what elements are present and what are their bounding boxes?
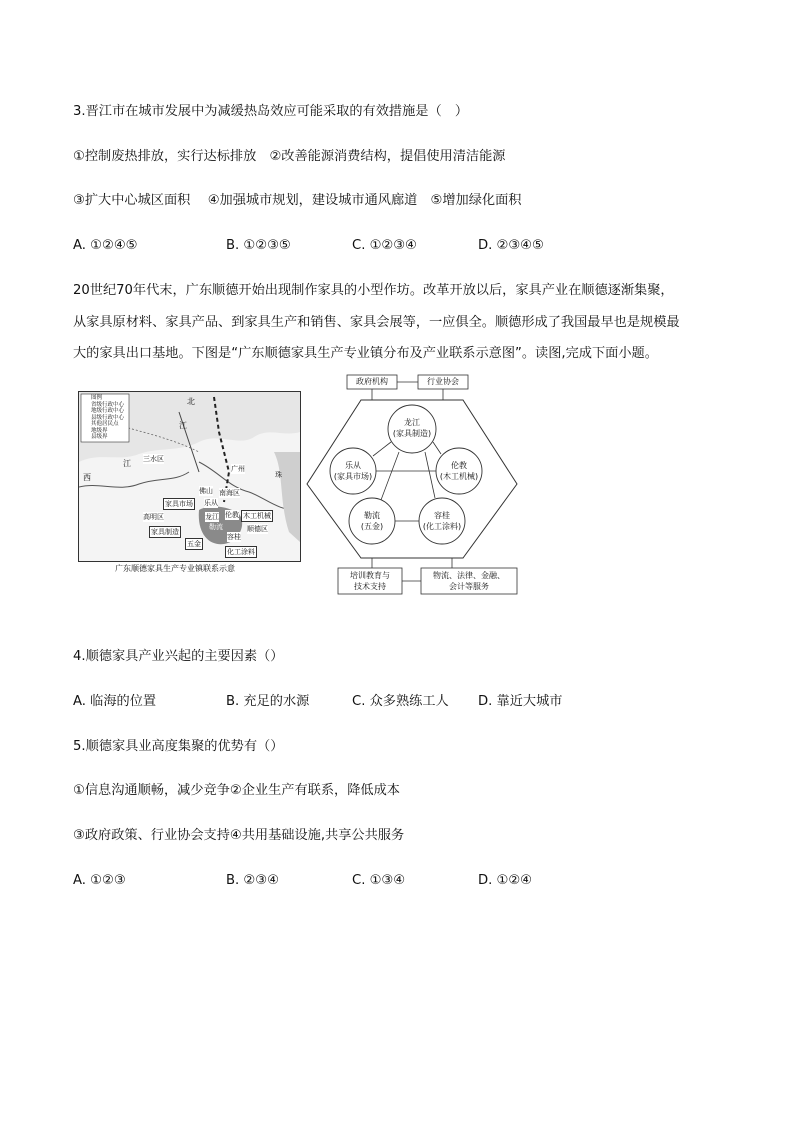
- node-role: (五金): [360, 522, 384, 531]
- node-lecong-label: [329, 460, 377, 482]
- map-label-jiang: 江: [179, 421, 187, 430]
- node-role: (家具市场): [333, 472, 373, 481]
- node-lunjiao-label: [435, 460, 483, 482]
- map-label-guangzhou: 广州: [231, 465, 245, 473]
- diagram-graphic: [303, 374, 521, 595]
- node-name: 容桂: [434, 511, 450, 520]
- map-label-zhu: 珠: [275, 471, 282, 479]
- map-label-furniture-making: 家具制造: [151, 528, 179, 536]
- map-label-nanhai: 南海区: [219, 489, 240, 497]
- q5-stem: 5.顺德家具业高度集聚的优势有（）: [73, 739, 284, 754]
- map-label-leliu: 勒流: [209, 523, 223, 531]
- q5-line1: ①信息沟通顺畅，减少竞争②企业生产有联系，降低成本: [73, 783, 400, 798]
- river-line-2: [79, 472, 189, 487]
- q4-option-c: C. 众多熟练工人: [352, 694, 449, 709]
- node-role: (化工涂料): [422, 522, 462, 531]
- map-label-shunde: 顺德区: [247, 525, 268, 533]
- map-label-lunjiao: 伦教: [225, 511, 239, 519]
- q4-option-a: A. 临海的位置: [73, 694, 157, 709]
- q4-option-d: D. 靠近大城市: [478, 694, 563, 709]
- assoc-label: 行业协会: [427, 377, 459, 386]
- map-label-furniture-market: 家具市场: [165, 500, 193, 508]
- map-label-xi: 西: [83, 473, 91, 482]
- map-label-lecong: 乐从: [204, 499, 218, 507]
- q5-line2: ③政府政策、行业协会支持④共用基础设施,共享公共服务: [73, 828, 405, 843]
- q5-option-a: A. ①②③: [73, 873, 126, 888]
- training-line: 培训教育与: [350, 571, 390, 580]
- shunde-map: [78, 391, 301, 562]
- q3-option-a: A. ①②④⑤: [73, 238, 138, 253]
- node-name: 龙江: [404, 418, 420, 427]
- map-label-north: 北: [187, 397, 195, 406]
- services-label: [421, 570, 517, 592]
- q4-option-b: B. 充足的水源: [226, 694, 310, 709]
- map-label-foshan: 佛山: [199, 487, 213, 495]
- node-name: 伦教: [451, 461, 467, 470]
- gov-label: 政府机构: [356, 377, 388, 386]
- q3-option-b: B. ①②③⑤: [226, 238, 291, 253]
- map-caption: 广东顺德家具生产专业镇联系示意: [115, 564, 235, 573]
- node-role: (木工机械): [439, 472, 479, 481]
- q3-line2: ③扩大中心城区面积 ④加强城市规划，建设城市通风廊道 ⑤增加绿化面积: [73, 193, 522, 208]
- map-label-machinery: 木工机械: [243, 512, 271, 520]
- q5-option-d: D. ①②④: [478, 873, 533, 888]
- node-role: (家具制造): [392, 429, 432, 438]
- material-line1: 20世纪70年代末，广东顺德开始出现制作家具的小型作坊。改革开放以后，家具产业在顺德逐渐集聚，: [73, 283, 674, 298]
- map-label-gaoming: 高明区: [143, 513, 164, 521]
- legend-item: 地级界: [91, 427, 108, 434]
- q5-option-b: B. ②③④: [226, 873, 279, 888]
- node-ronggui-label: [418, 510, 466, 532]
- map-label-jiang2: 江: [123, 459, 131, 468]
- map-label-ronggui: 容桂: [227, 533, 241, 541]
- map-label-hardware: 五金: [187, 540, 201, 548]
- estuary: [274, 452, 300, 542]
- services-line: 会计等服务: [449, 582, 489, 591]
- services-line: 物流、法律、金融、: [433, 571, 505, 580]
- legend-item: 县级行政中心: [91, 414, 125, 421]
- q4-stem: 4.顺德家具产业兴起的主要因素（）: [73, 649, 284, 664]
- q3-option-d: D. ②③④⑤: [478, 238, 544, 253]
- legend-title: 图例: [91, 395, 103, 401]
- map-label-sanshui: 三水区: [143, 455, 164, 463]
- q3-stem: 3.晋江市在城市发展中为减缓热岛效应可能采取的有效措施是（ ）: [73, 104, 469, 119]
- training-label: [338, 570, 402, 592]
- node-longjiang-label: [388, 417, 436, 439]
- legend-item: 省级行政中心: [91, 401, 125, 408]
- map-legend: [91, 395, 124, 441]
- map-label-longjiang: 龙江: [205, 513, 219, 521]
- map-label-chemical: 化工涂料: [227, 548, 255, 556]
- material-line2: 从家具原材料、家具产品、到家具生产和销售、家具会展等，一应俱全。顺德形成了我国最早也是规模最: [73, 315, 680, 330]
- legend-item: 地级行政中心: [91, 408, 125, 414]
- q3-line1: ①控制废热排放，实行达标排放 ②改善能源消费结构，提倡使用清洁能源: [73, 149, 506, 164]
- q3-option-c: C. ①②③④: [352, 238, 417, 253]
- training-line: 技术支持: [354, 582, 386, 591]
- material-line3: 大的家具出口基地。下图是“广东顺德家具生产专业镇分布及产业联系示意图”。读图,完成下面小题。: [73, 346, 658, 361]
- node-name: 乐从: [345, 461, 361, 470]
- node-name: 勒流: [364, 511, 380, 520]
- q5-option-c: C. ①③④: [352, 873, 406, 888]
- legend-item: 其他居民点: [91, 421, 119, 427]
- industry-diagram: [303, 374, 521, 595]
- node-leliu-label: [348, 510, 396, 532]
- legend-item: 县级界: [91, 434, 108, 440]
